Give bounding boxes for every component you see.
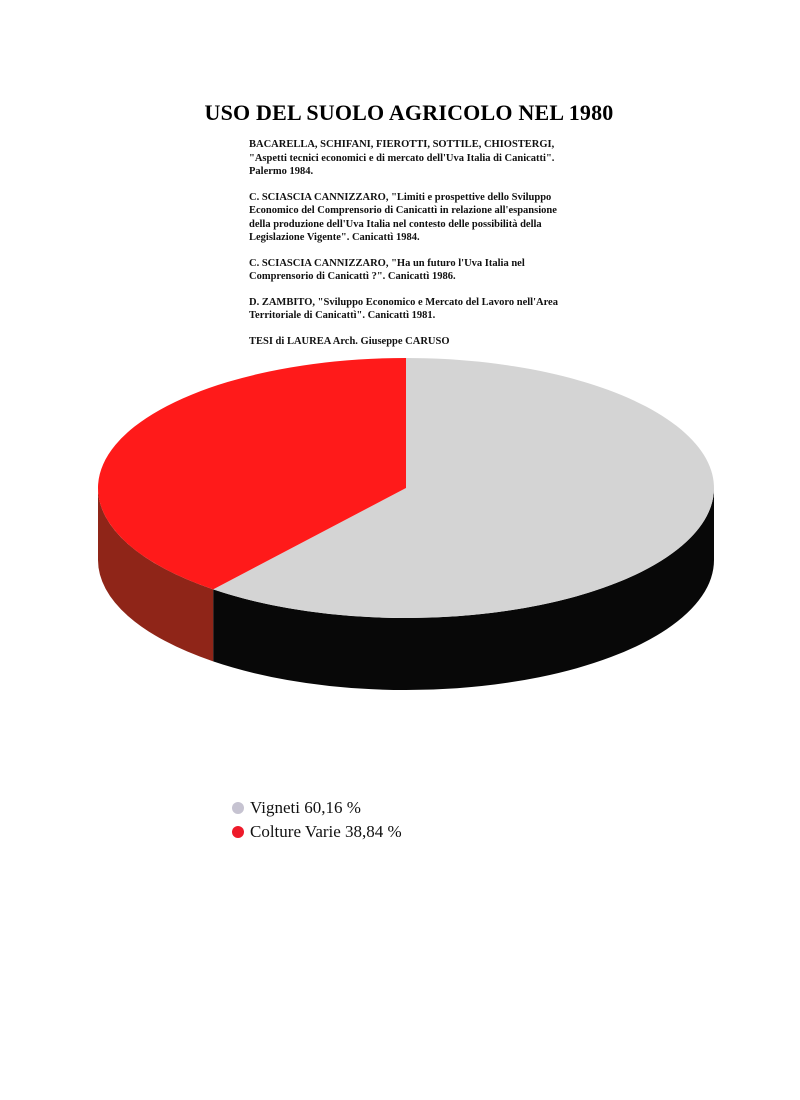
reference-line: Palermo 1984.: [249, 166, 314, 177]
legend-swatch-colture-varie: [232, 826, 244, 838]
reference-line: C. SCIASCIA CANNIZZARO, "Limiti e prospettive dello Sviluppo: [249, 191, 552, 203]
reference-line: D. ZAMBITO, "Sviluppo Economico e Mercato del Lavoro nell'Area: [249, 296, 558, 308]
reference-line: Comprensorio di Canicattì ?". Canicattì 1986.: [249, 271, 456, 282]
reference-entry: [249, 138, 619, 179]
reference-entry: [249, 296, 619, 323]
reference-line: Economico del Comprensorio di Canicattì in relazione all'espansione: [249, 205, 557, 216]
legend-item-colture-varie: [232, 820, 402, 844]
chart-title: USO DEL SUOLO AGRICOLO NEL 1980: [204, 100, 614, 125]
reference-entry: [249, 191, 619, 245]
reference-entry: [249, 257, 619, 284]
legend-label-colture-varie: Colture Varie 38,84 %: [250, 822, 402, 841]
reference-line: della produzione dell'Uva Italia nel contesto delle possibilità della: [249, 218, 542, 230]
reference-line: TESI di LAUREA Arch. Giuseppe CARUSO: [249, 335, 450, 347]
legend-swatch-vigneti: [232, 802, 244, 814]
reference-line: Legislazione Vigente". Canicattì 1984.: [249, 232, 420, 243]
chart-legend: [232, 796, 402, 844]
reference-line: C. SCIASCIA CANNIZZARO, "Ha un futuro l'Uva Italia nel: [249, 257, 525, 269]
reference-line: Territoriale di Canicattì". Canicattì 1981.: [249, 310, 436, 321]
reference-line: "Aspetti tecnici economici e di mercato dell'Uva Italia di Canicatti".: [249, 152, 555, 164]
legend-item-vigneti: [232, 796, 402, 820]
reference-line: BACARELLA, SCHIFANI, FIEROTTI, SOTTILE, CHIOSTERGI,: [249, 139, 555, 150]
legend-label-vigneti: Vigneti 60,16 %: [250, 798, 361, 817]
references-block: [249, 138, 619, 360]
pie-chart: [0, 340, 800, 730]
